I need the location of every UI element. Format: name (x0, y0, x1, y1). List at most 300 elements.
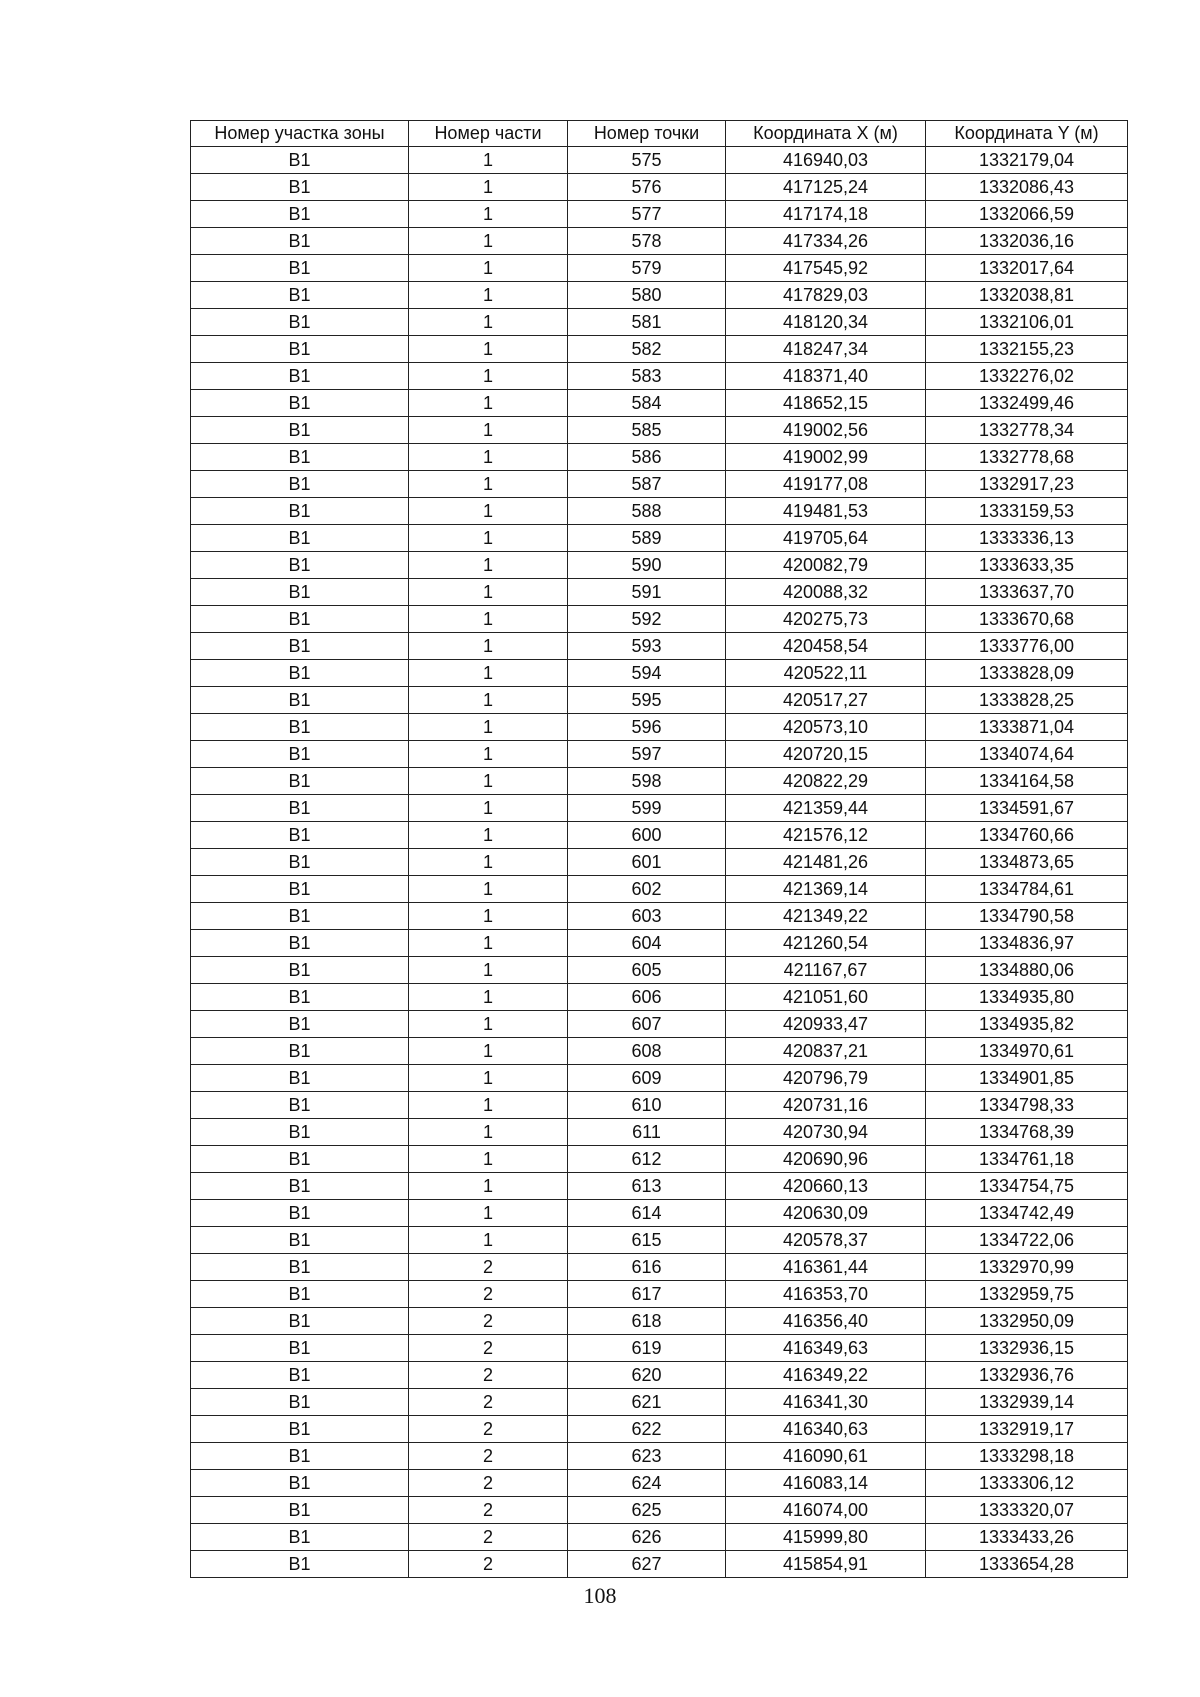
coordinate-x-cell: 419177,08 (726, 471, 926, 498)
point-number-cell: 622 (568, 1416, 726, 1443)
table-row (191, 525, 1128, 552)
table-row (191, 174, 1128, 201)
table-row (191, 363, 1128, 390)
part-number-cell: 1 (409, 903, 568, 930)
point-number-cell: 606 (568, 984, 726, 1011)
zone-section-cell: В1 (191, 282, 409, 309)
coordinate-x-cell: 421481,26 (726, 849, 926, 876)
coordinate-x-cell: 420573,10 (726, 714, 926, 741)
point-number-cell: 611 (568, 1119, 726, 1146)
table-row (191, 417, 1128, 444)
part-number-cell: 1 (409, 552, 568, 579)
table-row (191, 633, 1128, 660)
coordinate-x-cell: 417125,24 (726, 174, 926, 201)
zone-section-cell: В1 (191, 390, 409, 417)
table-row (191, 741, 1128, 768)
table-row (191, 1200, 1128, 1227)
zone-section-cell: В1 (191, 1470, 409, 1497)
table-header-row (191, 121, 1128, 147)
zone-section-cell: В1 (191, 1119, 409, 1146)
coordinate-x-cell: 417174,18 (726, 201, 926, 228)
zone-section-cell: В1 (191, 444, 409, 471)
zone-section-cell: В1 (191, 255, 409, 282)
point-number-cell: 583 (568, 363, 726, 390)
table-row (191, 1119, 1128, 1146)
coordinate-x-cell: 416356,40 (726, 1308, 926, 1335)
part-number-cell: 1 (409, 849, 568, 876)
coordinate-x-cell: 418652,15 (726, 390, 926, 417)
zone-section-cell: В1 (191, 1281, 409, 1308)
table-row (191, 876, 1128, 903)
zone-section-cell: В1 (191, 336, 409, 363)
part-number-cell: 1 (409, 309, 568, 336)
table-row (191, 930, 1128, 957)
zone-section-cell: В1 (191, 1146, 409, 1173)
table-body (191, 147, 1128, 1578)
point-number-cell: 625 (568, 1497, 726, 1524)
part-number-cell: 1 (409, 930, 568, 957)
zone-section-cell: В1 (191, 1173, 409, 1200)
part-number-cell: 2 (409, 1389, 568, 1416)
coordinate-y-cell: 1332917,23 (926, 471, 1128, 498)
table-row (191, 957, 1128, 984)
point-number-cell: 614 (568, 1200, 726, 1227)
coordinate-y-cell: 1332936,76 (926, 1362, 1128, 1389)
zone-section-cell: В1 (191, 795, 409, 822)
coordinate-y-cell: 1332038,81 (926, 282, 1128, 309)
part-number-cell: 1 (409, 579, 568, 606)
header-point-number: Номер точки (568, 121, 726, 147)
part-number-cell: 1 (409, 255, 568, 282)
zone-section-cell: В1 (191, 174, 409, 201)
table-row (191, 255, 1128, 282)
coordinate-x-cell: 416341,30 (726, 1389, 926, 1416)
coordinate-x-cell: 420275,73 (726, 606, 926, 633)
zone-section-cell: В1 (191, 1308, 409, 1335)
point-number-cell: 576 (568, 174, 726, 201)
point-number-cell: 580 (568, 282, 726, 309)
table-row (191, 984, 1128, 1011)
point-number-cell: 590 (568, 552, 726, 579)
coordinate-y-cell: 1333433,26 (926, 1524, 1128, 1551)
coordinate-x-cell: 416353,70 (726, 1281, 926, 1308)
point-number-cell: 584 (568, 390, 726, 417)
coordinate-x-cell: 420522,11 (726, 660, 926, 687)
part-number-cell: 1 (409, 498, 568, 525)
coordinate-y-cell: 1332778,34 (926, 417, 1128, 444)
zone-section-cell: В1 (191, 201, 409, 228)
zone-section-cell: В1 (191, 1524, 409, 1551)
zone-section-cell: В1 (191, 984, 409, 1011)
point-number-cell: 594 (568, 660, 726, 687)
part-number-cell: 1 (409, 336, 568, 363)
coordinate-y-cell: 1334754,75 (926, 1173, 1128, 1200)
coordinate-y-cell: 1333670,68 (926, 606, 1128, 633)
coordinate-x-cell: 417545,92 (726, 255, 926, 282)
coordinate-x-cell: 419481,53 (726, 498, 926, 525)
coordinate-x-cell: 421369,14 (726, 876, 926, 903)
coordinate-x-cell: 420731,16 (726, 1092, 926, 1119)
coordinate-x-cell: 420517,27 (726, 687, 926, 714)
coordinate-x-cell: 421576,12 (726, 822, 926, 849)
zone-section-cell: В1 (191, 1200, 409, 1227)
point-number-cell: 596 (568, 714, 726, 741)
table-row (191, 1524, 1128, 1551)
coordinate-y-cell: 1333298,18 (926, 1443, 1128, 1470)
part-number-cell: 1 (409, 984, 568, 1011)
point-number-cell: 617 (568, 1281, 726, 1308)
point-number-cell: 605 (568, 957, 726, 984)
zone-section-cell: В1 (191, 1335, 409, 1362)
part-number-cell: 1 (409, 1200, 568, 1227)
table-row (191, 1281, 1128, 1308)
header-coordinate-x: Координата X (м) (726, 121, 926, 147)
point-number-cell: 575 (568, 147, 726, 174)
coordinate-y-cell: 1333654,28 (926, 1551, 1128, 1578)
zone-section-cell: В1 (191, 1389, 409, 1416)
zone-section-cell: В1 (191, 1551, 409, 1578)
header-zone-section: Номер участка зоны (191, 121, 409, 147)
point-number-cell: 597 (568, 741, 726, 768)
part-number-cell: 1 (409, 714, 568, 741)
point-number-cell: 626 (568, 1524, 726, 1551)
part-number-cell: 1 (409, 660, 568, 687)
coordinate-y-cell: 1334880,06 (926, 957, 1128, 984)
header-part-number: Номер части (409, 121, 568, 147)
point-number-cell: 609 (568, 1065, 726, 1092)
part-number-cell: 1 (409, 606, 568, 633)
coordinate-y-cell: 1333306,12 (926, 1470, 1128, 1497)
coordinate-y-cell: 1332179,04 (926, 147, 1128, 174)
part-number-cell: 1 (409, 1227, 568, 1254)
point-number-cell: 612 (568, 1146, 726, 1173)
part-number-cell: 2 (409, 1416, 568, 1443)
coordinate-x-cell: 416083,14 (726, 1470, 926, 1497)
table-row (191, 309, 1128, 336)
zone-section-cell: В1 (191, 498, 409, 525)
part-number-cell: 1 (409, 174, 568, 201)
zone-section-cell: В1 (191, 660, 409, 687)
coordinate-y-cell: 1334768,39 (926, 1119, 1128, 1146)
part-number-cell: 1 (409, 147, 568, 174)
point-number-cell: 598 (568, 768, 726, 795)
zone-section-cell: В1 (191, 849, 409, 876)
coordinate-x-cell: 415854,91 (726, 1551, 926, 1578)
table-row (191, 1254, 1128, 1281)
point-number-cell: 587 (568, 471, 726, 498)
coordinate-y-cell: 1333871,04 (926, 714, 1128, 741)
point-number-cell: 603 (568, 903, 726, 930)
zone-section-cell: В1 (191, 552, 409, 579)
point-number-cell: 581 (568, 309, 726, 336)
zone-section-cell: В1 (191, 1362, 409, 1389)
part-number-cell: 1 (409, 687, 568, 714)
part-number-cell: 1 (409, 822, 568, 849)
part-number-cell: 1 (409, 768, 568, 795)
point-number-cell: 582 (568, 336, 726, 363)
coordinate-x-cell: 416349,22 (726, 1362, 926, 1389)
zone-section-cell: В1 (191, 363, 409, 390)
part-number-cell: 2 (409, 1443, 568, 1470)
table-row (191, 1335, 1128, 1362)
coordinate-y-cell: 1332950,09 (926, 1308, 1128, 1335)
point-number-cell: 616 (568, 1254, 726, 1281)
coordinate-x-cell: 416349,63 (726, 1335, 926, 1362)
table-row (191, 795, 1128, 822)
part-number-cell: 2 (409, 1362, 568, 1389)
part-number-cell: 1 (409, 1173, 568, 1200)
coordinate-x-cell: 416340,63 (726, 1416, 926, 1443)
coordinate-x-cell: 420660,13 (726, 1173, 926, 1200)
zone-section-cell: В1 (191, 1092, 409, 1119)
coordinate-y-cell: 1333633,35 (926, 552, 1128, 579)
point-number-cell: 588 (568, 498, 726, 525)
coordinate-x-cell: 416090,61 (726, 1443, 926, 1470)
coordinate-y-cell: 1332276,02 (926, 363, 1128, 390)
table-row (191, 1308, 1128, 1335)
point-number-cell: 610 (568, 1092, 726, 1119)
zone-section-cell: В1 (191, 471, 409, 498)
zone-section-cell: В1 (191, 930, 409, 957)
part-number-cell: 1 (409, 1065, 568, 1092)
zone-section-cell: В1 (191, 687, 409, 714)
coordinate-y-cell: 1334970,61 (926, 1038, 1128, 1065)
table-row (191, 201, 1128, 228)
zone-section-cell: В1 (191, 1416, 409, 1443)
coordinate-x-cell: 420088,32 (726, 579, 926, 606)
zone-section-cell: В1 (191, 1227, 409, 1254)
coordinate-y-cell: 1332155,23 (926, 336, 1128, 363)
part-number-cell: 1 (409, 1011, 568, 1038)
zone-section-cell: В1 (191, 309, 409, 336)
coordinate-y-cell: 1333828,09 (926, 660, 1128, 687)
zone-section-cell: В1 (191, 1443, 409, 1470)
coordinate-y-cell: 1332036,16 (926, 228, 1128, 255)
point-number-cell: 604 (568, 930, 726, 957)
page-number: 108 (583, 1583, 617, 1608)
coordinate-y-cell: 1334798,33 (926, 1092, 1128, 1119)
point-number-cell: 607 (568, 1011, 726, 1038)
coordinate-x-cell: 417334,26 (726, 228, 926, 255)
coordinate-y-cell: 1333637,70 (926, 579, 1128, 606)
zone-section-cell: В1 (191, 903, 409, 930)
part-number-cell: 1 (409, 444, 568, 471)
table-row (191, 714, 1128, 741)
table-row (191, 1092, 1128, 1119)
coordinate-x-cell: 415999,80 (726, 1524, 926, 1551)
point-number-cell: 595 (568, 687, 726, 714)
coordinate-x-cell: 418120,34 (726, 309, 926, 336)
point-number-cell: 591 (568, 579, 726, 606)
part-number-cell: 1 (409, 1146, 568, 1173)
point-number-cell: 586 (568, 444, 726, 471)
zone-section-cell: В1 (191, 741, 409, 768)
table-row (191, 282, 1128, 309)
coordinate-y-cell: 1332970,99 (926, 1254, 1128, 1281)
coordinate-y-cell: 1333776,00 (926, 633, 1128, 660)
coordinate-y-cell: 1334591,67 (926, 795, 1128, 822)
part-number-cell: 1 (409, 282, 568, 309)
part-number-cell: 1 (409, 1119, 568, 1146)
zone-section-cell: В1 (191, 633, 409, 660)
coordinate-y-cell: 1332499,46 (926, 390, 1128, 417)
coordinate-x-cell: 420578,37 (726, 1227, 926, 1254)
coordinate-y-cell: 1332919,17 (926, 1416, 1128, 1443)
point-number-cell: 613 (568, 1173, 726, 1200)
coordinate-x-cell: 420630,09 (726, 1200, 926, 1227)
coordinate-x-cell: 420796,79 (726, 1065, 926, 1092)
part-number-cell: 1 (409, 417, 568, 444)
zone-section-cell: В1 (191, 768, 409, 795)
coordinate-y-cell: 1333336,13 (926, 525, 1128, 552)
zone-section-cell: В1 (191, 876, 409, 903)
coordinate-y-cell: 1332106,01 (926, 309, 1128, 336)
table-row (191, 768, 1128, 795)
point-number-cell: 589 (568, 525, 726, 552)
part-number-cell: 1 (409, 876, 568, 903)
part-number-cell: 2 (409, 1551, 568, 1578)
zone-section-cell: В1 (191, 1065, 409, 1092)
coordinate-x-cell: 419705,64 (726, 525, 926, 552)
table-row (191, 552, 1128, 579)
table-row (191, 1416, 1128, 1443)
part-number-cell: 1 (409, 471, 568, 498)
part-number-cell: 1 (409, 363, 568, 390)
table-row (191, 444, 1128, 471)
table-row (191, 1173, 1128, 1200)
zone-section-cell: В1 (191, 579, 409, 606)
table-row (191, 1389, 1128, 1416)
table-row (191, 579, 1128, 606)
table-row (191, 903, 1128, 930)
coordinate-y-cell: 1333828,25 (926, 687, 1128, 714)
table-row (191, 849, 1128, 876)
coordinate-y-cell: 1334873,65 (926, 849, 1128, 876)
point-number-cell: 619 (568, 1335, 726, 1362)
coordinate-y-cell: 1334761,18 (926, 1146, 1128, 1173)
point-number-cell: 615 (568, 1227, 726, 1254)
coordinate-x-cell: 420690,96 (726, 1146, 926, 1173)
coordinate-y-cell: 1334742,49 (926, 1200, 1128, 1227)
point-number-cell: 600 (568, 822, 726, 849)
zone-section-cell: В1 (191, 147, 409, 174)
part-number-cell: 1 (409, 390, 568, 417)
point-number-cell: 585 (568, 417, 726, 444)
part-number-cell: 2 (409, 1335, 568, 1362)
table-row (191, 822, 1128, 849)
coordinate-y-cell: 1332939,14 (926, 1389, 1128, 1416)
table-row (191, 498, 1128, 525)
coordinate-x-cell: 418371,40 (726, 363, 926, 390)
point-number-cell: 623 (568, 1443, 726, 1470)
coordinate-x-cell: 419002,99 (726, 444, 926, 471)
coordinate-x-cell: 416361,44 (726, 1254, 926, 1281)
coordinate-y-cell: 1334901,85 (926, 1065, 1128, 1092)
part-number-cell: 2 (409, 1524, 568, 1551)
coordinate-y-cell: 1334935,80 (926, 984, 1128, 1011)
table-row (191, 1443, 1128, 1470)
coordinate-x-cell: 420837,21 (726, 1038, 926, 1065)
table-row (191, 390, 1128, 417)
coordinate-y-cell: 1333320,07 (926, 1497, 1128, 1524)
table-row (191, 336, 1128, 363)
table-row (191, 687, 1128, 714)
table-row (191, 1011, 1128, 1038)
coordinate-x-cell: 416940,03 (726, 147, 926, 174)
zone-section-cell: В1 (191, 957, 409, 984)
zone-section-cell: В1 (191, 714, 409, 741)
point-number-cell: 592 (568, 606, 726, 633)
point-number-cell: 579 (568, 255, 726, 282)
zone-section-cell: В1 (191, 228, 409, 255)
table-row (191, 1470, 1128, 1497)
table-row (191, 1146, 1128, 1173)
zone-section-cell: В1 (191, 1254, 409, 1281)
coordinate-y-cell: 1332778,68 (926, 444, 1128, 471)
table-row (191, 1065, 1128, 1092)
point-number-cell: 620 (568, 1362, 726, 1389)
table-row (191, 147, 1128, 174)
part-number-cell: 1 (409, 525, 568, 552)
part-number-cell: 1 (409, 201, 568, 228)
point-number-cell: 627 (568, 1551, 726, 1578)
part-number-cell: 1 (409, 1038, 568, 1065)
coordinate-x-cell: 416074,00 (726, 1497, 926, 1524)
coordinate-x-cell: 420730,94 (726, 1119, 926, 1146)
table-row (191, 1551, 1128, 1578)
coordinates-table (190, 120, 1128, 1578)
table-row (191, 1362, 1128, 1389)
part-number-cell: 2 (409, 1254, 568, 1281)
point-number-cell: 602 (568, 876, 726, 903)
zone-section-cell: В1 (191, 1038, 409, 1065)
coordinate-x-cell: 420458,54 (726, 633, 926, 660)
point-number-cell: 618 (568, 1308, 726, 1335)
zone-section-cell: В1 (191, 1011, 409, 1038)
coordinate-y-cell: 1334760,66 (926, 822, 1128, 849)
coordinate-x-cell: 421260,54 (726, 930, 926, 957)
part-number-cell: 2 (409, 1308, 568, 1335)
coordinate-y-cell: 1332086,43 (926, 174, 1128, 201)
point-number-cell: 578 (568, 228, 726, 255)
part-number-cell: 1 (409, 228, 568, 255)
coordinate-y-cell: 1334784,61 (926, 876, 1128, 903)
part-number-cell: 1 (409, 795, 568, 822)
coordinate-x-cell: 420720,15 (726, 741, 926, 768)
part-number-cell: 1 (409, 957, 568, 984)
coordinate-y-cell: 1334790,58 (926, 903, 1128, 930)
coordinate-y-cell: 1334164,58 (926, 768, 1128, 795)
coordinate-x-cell: 420082,79 (726, 552, 926, 579)
coordinate-y-cell: 1332017,64 (926, 255, 1128, 282)
coordinate-x-cell: 417829,03 (726, 282, 926, 309)
coordinate-x-cell: 421359,44 (726, 795, 926, 822)
table-row (191, 606, 1128, 633)
table-row (191, 1038, 1128, 1065)
coordinate-y-cell: 1333159,53 (926, 498, 1128, 525)
point-number-cell: 601 (568, 849, 726, 876)
part-number-cell: 2 (409, 1281, 568, 1308)
coordinate-x-cell: 418247,34 (726, 336, 926, 363)
zone-section-cell: В1 (191, 525, 409, 552)
coordinate-y-cell: 1334074,64 (926, 741, 1128, 768)
point-number-cell: 577 (568, 201, 726, 228)
coordinate-x-cell: 421051,60 (726, 984, 926, 1011)
part-number-cell: 2 (409, 1497, 568, 1524)
coordinate-y-cell: 1332066,59 (926, 201, 1128, 228)
coordinate-y-cell: 1332959,75 (926, 1281, 1128, 1308)
coordinate-y-cell: 1334935,82 (926, 1011, 1128, 1038)
